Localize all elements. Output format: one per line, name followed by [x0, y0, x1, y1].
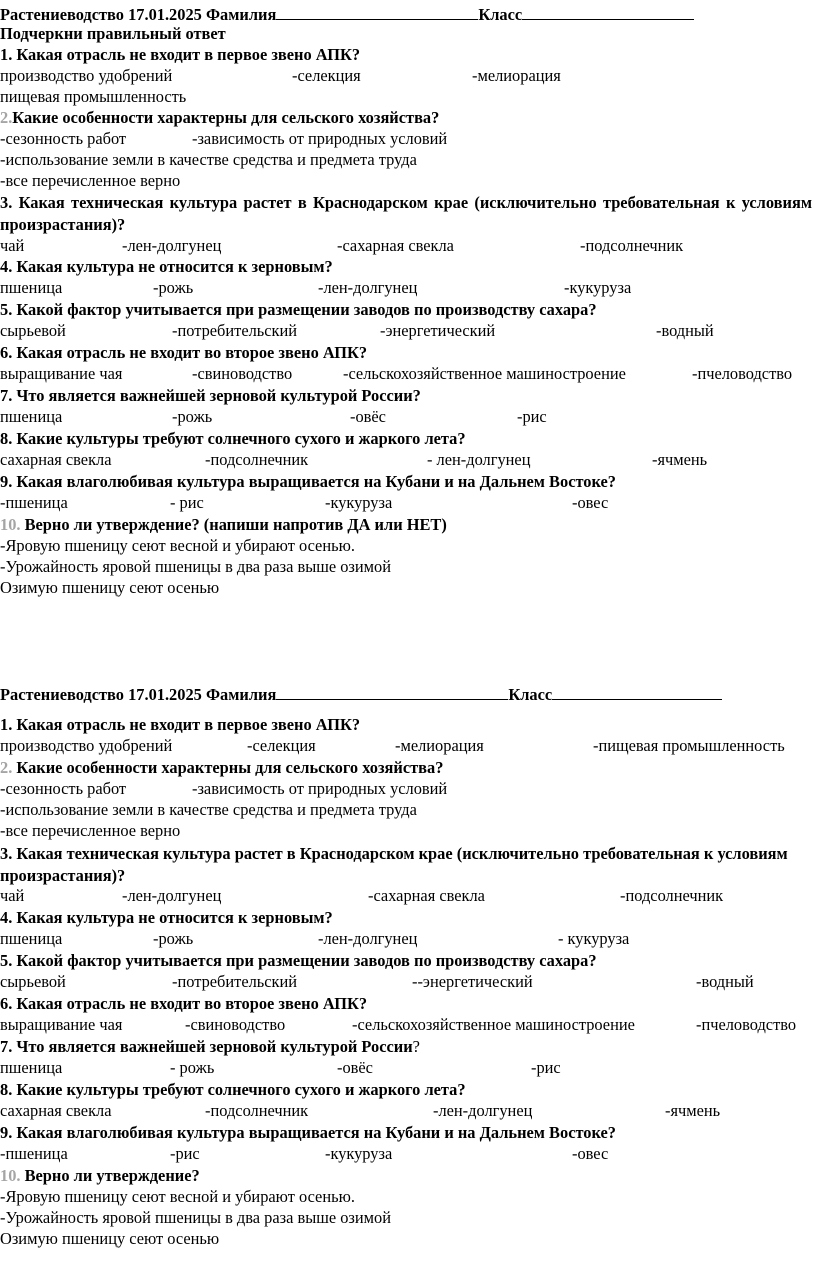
- ws1-q7-option-1[interactable]: пшеница: [0, 407, 63, 426]
- ws2-q7-option-3[interactable]: -овёс: [337, 1058, 373, 1077]
- ws2-q10-number: 10.: [0, 1166, 21, 1185]
- ws2-q2-title: [0, 757, 816, 779]
- ws2-q4-option-2[interactable]: -рожь: [153, 929, 194, 948]
- ws2-class-label: Класс: [508, 685, 553, 704]
- ws1-q7-option-4[interactable]: -рис: [517, 407, 547, 426]
- ws1-class-blank[interactable]: [522, 2, 694, 20]
- ws1-q10-statement-2[interactable]: -Урожайность яровой пшеницы в два раза выше озимой: [0, 557, 391, 576]
- ws2-q1-option-4[interactable]: -пищевая промышленность: [593, 736, 785, 755]
- ws1-q8-option-4[interactable]: -ячмень: [652, 450, 708, 469]
- ws2-q6-option-2[interactable]: -свиноводство: [185, 1015, 286, 1034]
- ws1-q1-options: [0, 65, 816, 87]
- ws2-q10-text: Верно ли утверждение?: [20, 1166, 200, 1185]
- ws2-q4-option-1[interactable]: пшеница: [0, 929, 63, 948]
- ws1-q6-text: 6. Какая отрасль не входит во второе звено АПК?: [0, 343, 368, 362]
- ws1-q9-option-3[interactable]: -кукуруза: [325, 493, 393, 512]
- ws2-q1-option-1[interactable]: производство удобрений: [0, 736, 173, 755]
- ws1-q4-option-4[interactable]: -кукуруза: [564, 278, 632, 297]
- ws1-q6-option-4[interactable]: -пчеловодство: [692, 364, 793, 383]
- ws1-surname-label: Фамилия: [205, 5, 277, 24]
- ws1-q3-option-2[interactable]: -лен-долгунец: [122, 236, 222, 255]
- ws1-q9-option-1[interactable]: -пшеница: [0, 493, 68, 512]
- ws1-q5-option-3[interactable]: -энергетический: [380, 321, 496, 340]
- ws1-q4-text: 4. Какая культура не относится к зерновым?: [0, 257, 333, 276]
- ws2-q9-option-4[interactable]: -овес: [572, 1144, 609, 1163]
- ws1-q9-options: [0, 492, 816, 514]
- ws1-q3-options: [0, 235, 816, 257]
- ws2-surname-label: Фамилия: [205, 685, 277, 704]
- ws1-class-label: Класс: [478, 5, 523, 24]
- ws1-q2-option-1[interactable]: -сезонность работ: [0, 129, 127, 148]
- ws2-q8-option-1[interactable]: сахарная свекла: [0, 1101, 112, 1120]
- ws1-q1-option-4[interactable]: пищевая промышленность: [0, 87, 187, 106]
- ws1-q5-option-2[interactable]: -потребительский: [172, 321, 298, 340]
- ws1-q4-options: [0, 277, 816, 299]
- ws1-q2-number: 2.: [0, 108, 13, 127]
- ws2-q4-text: 4. Какая культура не относится к зерновым?: [0, 908, 333, 927]
- ws1-q3-option-1[interactable]: чай: [0, 236, 25, 255]
- ws2-q1-text: 1. Какая отрасль не входит в первое звено АПК?: [0, 715, 361, 734]
- ws1-q6-option-3[interactable]: -сельскохозяйственное машиностроение: [343, 364, 626, 383]
- ws1-instruction: Подчеркни правильный ответ: [0, 24, 226, 43]
- ws2-q7-question-mark: ?: [412, 1037, 420, 1056]
- ws1-q2-option-4[interactable]: -все перечисленное верно: [0, 171, 181, 190]
- ws2-q4-option-3[interactable]: -лен-долгунец: [318, 929, 418, 948]
- ws1-q3-text: 3. Какая техническая культура растет в Краснодарском крае (исключительно требовательная к условиям произрастания)?: [0, 193, 812, 234]
- ws2-q10-statement-1[interactable]: -Яровую пшеницу сеют весной и убирают осенью.: [0, 1187, 355, 1206]
- ws1-q2-option-2[interactable]: -зависимость от природных условий: [192, 129, 448, 148]
- ws2-q8-text: 8. Какие культуры требуют солнечного сухого и жаркого лета?: [0, 1080, 466, 1099]
- ws2-q6-text: 6. Какая отрасль не входит во второе звено АПК?: [0, 994, 368, 1013]
- ws1-q2-text: Какие особенности характерны для сельского хозяйства?: [12, 108, 440, 127]
- ws1-q10-title: [0, 514, 816, 536]
- ws2-q5-option-1[interactable]: сырьевой: [0, 972, 66, 991]
- ws1-q8-option-3[interactable]: - лен-долгунец: [427, 450, 531, 469]
- ws2-q3-option-4[interactable]: -подсолнечник: [620, 886, 724, 905]
- ws2-q2-option-2[interactable]: -зависимость от природных условий: [192, 779, 448, 798]
- ws2-q6-option-3[interactable]: -сельскохозяйственное машиностроение: [352, 1015, 635, 1034]
- ws2-q5-text: 5. Какой фактор учитывается при размещении заводов по производству сахара?: [0, 951, 597, 970]
- ws1-surname-blank[interactable]: [276, 2, 478, 20]
- ws2-surname-blank[interactable]: [276, 682, 508, 700]
- ws2-q8-option-2[interactable]: -подсолнечник: [205, 1101, 309, 1120]
- ws1-q1-option-1[interactable]: производство удобрений: [0, 66, 173, 85]
- ws2-q2-number: 2.: [0, 758, 13, 777]
- ws1-q1-text: 1. Какая отрасль не входит в первое звено АПК?: [0, 45, 361, 64]
- ws2-q3-option-1[interactable]: чай: [0, 886, 25, 905]
- ws2-q3-options: [0, 885, 816, 907]
- ws2-q3-option-3[interactable]: -сахарная свекла: [368, 886, 485, 905]
- ws1-q9-text: 9. Какая влаголюбивая культура выращивается на Кубани и на Дальнем Востоке?: [0, 472, 616, 491]
- ws2-q6-options: [0, 1014, 816, 1036]
- ws2-q5-option-3[interactable]: --энергетический: [412, 972, 533, 991]
- ws2-q7-options: [0, 1057, 816, 1079]
- ws1-q3-option-3[interactable]: -сахарная свекла: [337, 236, 454, 255]
- ws1-q6-options: [0, 363, 816, 385]
- ws2-q9-text: 9. Какая влаголюбивая культура выращивается на Кубани и на Дальнем Востоке?: [0, 1123, 616, 1142]
- ws1-q10-statement-1[interactable]: -Яровую пшеницу сеют весной и убирают осенью.: [0, 536, 355, 555]
- ws1-q7-option-3[interactable]: -овёс: [350, 407, 386, 426]
- ws1-q6-option-1[interactable]: выращивание чая: [0, 364, 123, 383]
- ws2-class-blank[interactable]: [552, 682, 722, 700]
- ws2-q8-options: [0, 1100, 816, 1122]
- ws1-q7-option-2[interactable]: -рожь: [172, 407, 213, 426]
- ws2-q8-option-4[interactable]: -ячмень: [665, 1101, 721, 1120]
- ws2-q4-option-4[interactable]: - кукуруза: [558, 929, 630, 948]
- ws1-q8-option-1[interactable]: сахарная свекла: [0, 450, 112, 469]
- ws2-q1-option-2[interactable]: -селекция: [247, 736, 316, 755]
- ws2-q8-option-3[interactable]: -лен-долгунец: [433, 1101, 533, 1120]
- ws1-q7-text: 7. Что является важнейшей зерновой культурой России?: [0, 386, 421, 405]
- ws1-header: [0, 2, 816, 24]
- ws2-q9-option-2[interactable]: -рис: [170, 1144, 200, 1163]
- ws1-q9-option-2[interactable]: - рис: [170, 493, 204, 512]
- ws1-q5-options: [0, 320, 816, 342]
- ws1-q5-option-4[interactable]: -водный: [656, 321, 714, 340]
- ws1-q5-option-1[interactable]: сырьевой: [0, 321, 66, 340]
- ws1-q2-options: [0, 128, 816, 150]
- ws1-q7-options: [0, 406, 816, 428]
- ws1-q2-option-3[interactable]: -использование земли в качестве средства и предмета труда: [0, 150, 417, 169]
- ws1-q4-option-3[interactable]: -лен-долгунец: [318, 278, 418, 297]
- ws2-q2-option-3[interactable]: -использование земли в качестве средства и предмета труда: [0, 800, 417, 819]
- ws1-q1-option-3[interactable]: -мелиорация: [472, 66, 561, 85]
- ws2-q5-options: [0, 971, 816, 993]
- ws1-q3-option-4[interactable]: -подсолнечник: [580, 236, 684, 255]
- ws2-q1-option-3[interactable]: -мелиорация: [395, 736, 484, 755]
- ws2-q10-statement-3[interactable]: Озимую пшеницу сеют осенью: [0, 1229, 220, 1248]
- ws1-q8-text: 8. Какие культуры требуют солнечного сухого и жаркого лета?: [0, 429, 466, 448]
- ws1-q1-option-2[interactable]: -селекция: [292, 66, 361, 85]
- ws1-q4-option-1[interactable]: пшеница: [0, 278, 63, 297]
- ws2-subject: Растениеводство 17.01.2025: [0, 685, 202, 704]
- ws2-q10-statement-2[interactable]: -Урожайность яровой пшеницы в два раза выше озимой: [0, 1208, 391, 1227]
- ws2-q3-option-2[interactable]: -лен-долгунец: [122, 886, 222, 905]
- ws1-q10-text: Верно ли утверждение? (напиши напротив ДА или НЕТ): [20, 515, 447, 534]
- ws2-q6-option-4[interactable]: -пчеловодство: [696, 1015, 797, 1034]
- ws1-q10-statement-3[interactable]: Озимую пшеницу сеют осенью: [0, 578, 220, 597]
- ws2-q6-option-1[interactable]: выращивание чая: [0, 1015, 123, 1034]
- ws2-q7-option-2[interactable]: - рожь: [170, 1058, 215, 1077]
- ws2-q9-option-3[interactable]: -кукуруза: [325, 1144, 393, 1163]
- ws2-q7-option-1[interactable]: пшеница: [0, 1058, 63, 1077]
- ws1-q9-option-4[interactable]: -овес: [572, 493, 609, 512]
- ws1-q8-options: [0, 449, 816, 471]
- ws2-q2-option-4[interactable]: -все перечисленное верно: [0, 821, 181, 840]
- ws2-q7-text: 7. Что является важнейшей зерновой культурой России: [0, 1037, 413, 1056]
- ws2-q5-option-4[interactable]: -водный: [696, 972, 754, 991]
- ws2-header: [0, 682, 816, 704]
- ws1-q5-text: 5. Какой фактор учитывается при размещении заводов по производству сахара?: [0, 300, 597, 319]
- ws2-q1-options: [0, 735, 816, 757]
- ws1-q6-option-2[interactable]: -свиноводство: [192, 364, 293, 383]
- ws2-q7-title: [0, 1036, 816, 1058]
- ws2-q9-options: [0, 1143, 816, 1165]
- ws1-subject: Растениеводство 17.01.2025: [0, 5, 202, 24]
- ws2-q7-option-4[interactable]: -рис: [531, 1058, 561, 1077]
- ws2-q2-text: Какие особенности характерны для сельского хозяйства?: [12, 758, 444, 777]
- ws2-q3-text: 3. Какая техническая культура растет в Краснодарском крае (исключительно требовательная к условиям произрастания)?: [0, 844, 788, 885]
- ws1-q4-option-2[interactable]: -рожь: [153, 278, 194, 297]
- ws2-q10-title: [0, 1165, 816, 1187]
- ws1-q8-option-2[interactable]: -подсолнечник: [205, 450, 309, 469]
- ws2-q4-options: [0, 928, 816, 950]
- ws2-q2-options: [0, 778, 816, 800]
- ws2-q9-option-1[interactable]: -пшеница: [0, 1144, 68, 1163]
- ws2-q2-option-1[interactable]: -сезонность работ: [0, 779, 127, 798]
- ws2-q5-option-2[interactable]: -потребительский: [172, 972, 298, 991]
- ws1-q2-title: [0, 107, 816, 129]
- ws1-q10-number: 10.: [0, 515, 21, 534]
